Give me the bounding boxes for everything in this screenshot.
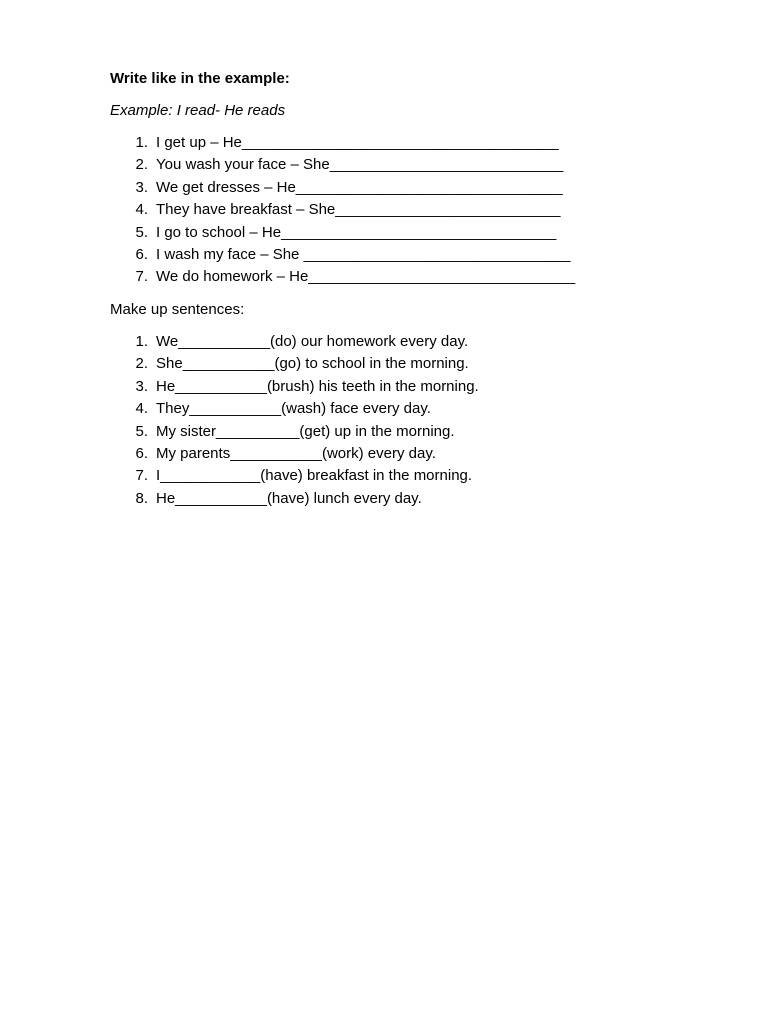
item-number: 1. [135,134,148,151]
item-text: We do homework – He________________________________ [156,268,576,286]
item-number: 4. [135,201,148,219]
item-number: 4. [135,400,148,418]
item-number: 5. [135,422,148,440]
item-number: 2. [135,355,148,373]
item-text: We get dresses – He________________________________ [156,178,563,196]
item-number: 3. [135,377,148,395]
worksheet-title: Write like in the example: [110,70,290,87]
example-line: Example: I read- He reads [110,102,286,119]
item-number: 1. [135,333,148,350]
item-text: I wash my face – She ________________________________ [156,245,571,263]
item-text: I get up – He______________________________________ [156,134,559,151]
item-text: I____________(have) breakfast in the morning. [156,467,473,485]
item-number: 3. [135,178,148,196]
item-number: 6. [135,444,148,462]
item-text: My parents___________(work) every day. [156,444,436,462]
item-text: He___________(have) lunch every day. [156,489,422,507]
item-text: They___________(wash) face every day. [156,400,431,418]
section-heading: Make up sentences: [110,301,245,318]
item-number: 8. [135,489,148,507]
item-text: He___________(brush) his teeth in the morning. [156,377,479,395]
item-text: My sister__________(get) up in the morning. [156,422,455,440]
item-number: 5. [135,223,148,241]
item-number: 7. [135,268,148,286]
item-text: I go to school – He_________________________________ [156,223,557,241]
item-text: You wash your face – She____________________________ [156,156,564,174]
item-number: 2. [135,156,148,174]
item-number: 6. [135,245,148,263]
item-text: We___________(do) our homework every day. [156,333,469,350]
item-text: She___________(go) to school in the morning. [156,355,469,373]
item-number: 7. [135,467,148,485]
item-text: They have breakfast – She___________________________ [156,201,561,219]
